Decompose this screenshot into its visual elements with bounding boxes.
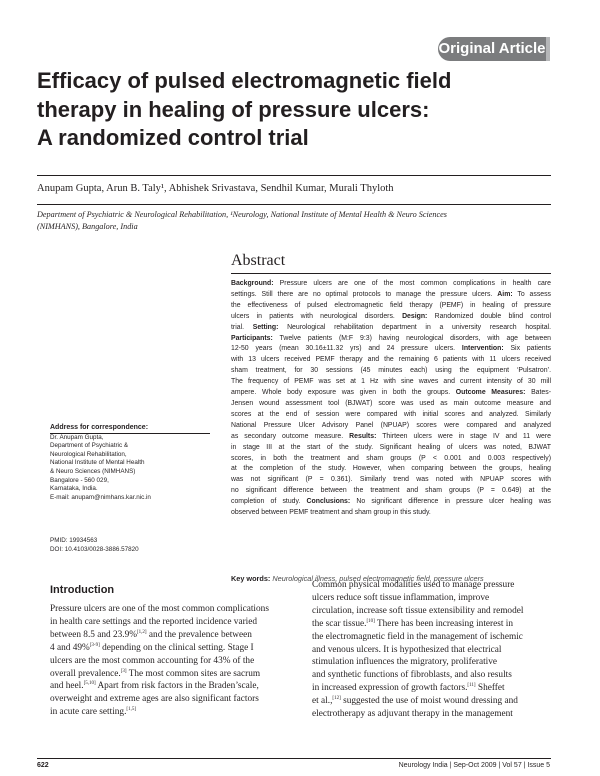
body-text-line: ulcers are the most common accounting for 43% of the <box>50 655 255 666</box>
divider <box>37 204 551 205</box>
divider <box>231 273 551 274</box>
abstract-line: completion of study. Conclusions: No significant difference in pressure ulcer healing was <box>231 498 551 506</box>
pmid: PMID: 19934563 <box>50 537 98 544</box>
citation-ref: [3-9] <box>89 642 100 648</box>
correspondence-block <box>50 424 210 502</box>
correspondence-line: National Institute of Mental Health <box>50 459 145 467</box>
introduction-column-left <box>50 603 298 719</box>
correspondence-line: Neurological Rehabilitation, <box>50 450 127 458</box>
abstract-line: was not significant (P = 0.361). Similarly trend was noted with NPUAP scores with <box>231 476 551 484</box>
body-text-line: in increased expression of growth factors.[11] Sheffet <box>312 683 505 694</box>
abstract-line: in stage III at the start of the study. Significant healing of ulcers was noted, BJWAT <box>231 443 551 451</box>
abstract-line: scores at the end of session were compared with initial scores and analyzed. Similarly <box>231 410 551 418</box>
doi: DOI: 10.4103/0028-3886.57820 <box>50 546 139 553</box>
abstract-line: observed between PEMF treatment and sham group in this study. <box>231 509 431 517</box>
correspondence-heading: Address for correspondence: <box>50 424 149 431</box>
correspondence-line: Karnataka, India. <box>50 485 98 493</box>
article-type-badge: Original Article <box>438 37 546 61</box>
body-text-line: overall prevalence.[3] The most common sites are sacrum <box>50 668 261 679</box>
correspondence-line: Dr. Anupam Gupta, <box>50 433 104 441</box>
body-text-line: and synthetic functions of fibroblasts, and also results <box>312 670 512 681</box>
abstract-line: National Pressure Ulcer Advisory Panel (NPUAP) scores were compared and analyzed <box>231 421 551 429</box>
citation-ref: [5,10] <box>83 681 96 687</box>
abstract-line: trial. Setting: Neurological rehabilitation department in a university research hospital. <box>231 323 551 331</box>
citation-ref: [1,5] <box>126 707 136 713</box>
abstract-line: ulcers in patients with neurological disorders. Design: Randomized double blind control <box>231 312 551 320</box>
body-text-line: electrotherapy as adjuvant therapy in the management <box>312 709 513 720</box>
affiliation-line: (NIMHANS), Bangalore, India <box>37 222 138 231</box>
affiliation-line: Department of Psychiatric & Neurological Rehabilitation, ¹Neurology, National Institute of Mental Health & Neuro Sciences <box>37 210 447 219</box>
introduction-heading: Introduction <box>50 584 115 596</box>
keywords-label: Key words: <box>231 574 271 583</box>
body-text-line: ulcers reduce soft tissue inflammation, improve <box>312 592 490 603</box>
abstract-heading: Abstract <box>231 252 286 269</box>
article-title <box>37 67 527 153</box>
citation-ref: [1,2] <box>137 629 147 635</box>
body-text-line: overweight and extreme ages are also significant factors <box>50 694 259 705</box>
divider <box>50 433 210 434</box>
body-text-line: circulation, increase soft tissue extensibility and remodel <box>312 605 524 616</box>
body-text-line: the electromagnetic field in the management of ischemic <box>312 631 523 642</box>
body-text-line: in health care settings and the reported incidence varied <box>50 616 258 627</box>
abstract-line: Participants: Twelve patients (M:F 9:3) having neurological disorders, with age between <box>231 334 551 342</box>
page-number: 622 <box>37 762 49 769</box>
body-text-line: Common physical modalities used to manage pressure <box>312 580 515 590</box>
abstract-line: The frequency of PEMF was set at 1 Hz with sine waves and current intensity of 30 mill <box>231 378 551 386</box>
journal-citation: Neurology India | Sep-Oct 2009 | Vol 57 | Issue 5 <box>398 762 550 769</box>
keywords-value: Neurological illness, pulsed electromagnetic field, pressure ulcers <box>272 574 484 583</box>
body-text-line: and heel.[5,10] Apart from risk factors in the Braden’scale, <box>50 681 259 692</box>
body-text-line: the scar tissue.[10] There has been increasing interest in <box>312 618 514 629</box>
abstract-line: ampere. Whole body exposure was given in both the groups. Outcome Measures: Bates- <box>231 389 551 397</box>
correspondence-line: E-mail: anupam@nimhans.kar.nic.in <box>50 493 151 501</box>
citation-ref: [3] <box>120 668 127 674</box>
body-text-line: 4 and 49%[3-9] depending on the clinical setting. Stage I <box>50 642 254 653</box>
citation-ref: [10] <box>366 618 375 624</box>
abstract-line: Background: Pressure ulcers are one of the most common complications in health care <box>231 280 551 287</box>
correspondence-line: & Neuro Sciences (NIMHANS) <box>50 467 136 475</box>
body-text-line: stimulation influences the migratory, proliferative <box>312 657 498 668</box>
introduction-column-right <box>312 579 560 721</box>
body-text-line: Pressure ulcers are one of the most common complications <box>50 604 269 614</box>
correspondence-line: Bangalore - 560 029, <box>50 476 109 484</box>
badge-accent-bar <box>546 37 550 61</box>
citation-ref: [11] <box>467 683 476 689</box>
abstract-text <box>231 279 551 519</box>
abstract-line: scores, in both the treatment and sham groups (P < 0.001 and 0.003 respectively) <box>231 454 551 462</box>
abstract-line: no significant difference between the treatment and sham groups (P = 0.649) at the <box>231 487 551 495</box>
title-line: Efficacy of pulsed electromagnetic field <box>37 68 452 93</box>
article-identifiers <box>50 536 139 554</box>
citation-ref: [12] <box>332 696 341 702</box>
abstract-line: at the completion of the study. However, when comparing between the groups, healing <box>231 465 551 473</box>
affiliation <box>37 209 557 233</box>
title-line: therapy in healing of pressure ulcers: <box>37 96 430 122</box>
body-text-line: between 8.5 and 23.9%[1,2] and the prevalence between <box>50 629 252 640</box>
abstract-line: 12-50 years (mean 30.16±11.32 yrs) and 24 pressure ulcers. Intervention: Six patients <box>231 345 551 353</box>
author-list: Anupam Gupta, Arun B. Taly¹, Abhishek Srivastava, Sendhil Kumar, Murali Thyloth <box>37 183 394 194</box>
correspondence-line: Department of Psychiatric & <box>50 442 129 450</box>
title-line: A randomized control trial <box>37 125 309 150</box>
abstract-line: settings. Still there are no optimal protocols to manage the pressure ulcers. Aim: To assess <box>231 290 551 298</box>
divider <box>37 758 551 759</box>
abstract-line: as secondary outcome measure. Results: Thirteen ulcers were in stage IV and 11 were <box>231 432 552 440</box>
divider <box>37 175 551 176</box>
abstract-line: the effectiveness of pulsed electromagnetic field therapy (PEMF) in healing of pressure <box>231 301 551 309</box>
abstract-line: sham treatment, for 30 sessions (45 minutes each) using the equipment ‘Pulsatron’. <box>231 367 551 375</box>
body-text-line: in acute care setting.[1,5] <box>50 707 136 718</box>
abstract-line: Jensen wound assessment tool (BJWAT) score was used as main outcome measure and <box>231 399 551 407</box>
abstract-line: with 13 ulcers received PEMF therapy and the remaining 6 patients with 11 ulcers received <box>231 356 551 364</box>
body-text-line: and venous ulcers. It is hypothesized that electrical <box>312 644 502 655</box>
body-text-line: et al.,[12] suggested the use of moist wound dressing and <box>312 696 518 707</box>
